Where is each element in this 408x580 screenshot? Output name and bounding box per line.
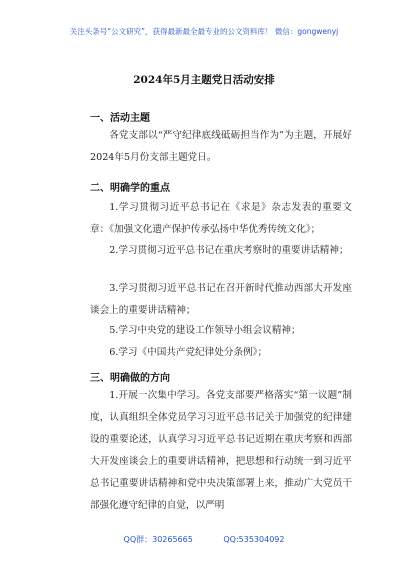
section-heading-theme: 一、活动主题 xyxy=(90,113,150,124)
document-title: 2024年5月主题党日活动安排 xyxy=(133,74,275,86)
list-item: 3.学习贯彻习近平总书记在召开新时代推动西部大开发座谈会上的重要讲话精神； xyxy=(90,283,352,316)
footer-qq: QQ:535304092 xyxy=(223,535,285,544)
section-text-direction: 1.开展一次集中学习。各党支部要严格落实“第一议题”制度，认真组织全体党员学习习近平总书记关于加强党的纪律建设的重要论述，认真学习习近平总书记近期在重庆考察和西部大开发座谈会上的重要讲话精神，把思想和行动统一到习近平总书记重要讲话精神和党中央决策部署上来，推动广大党员干部强化遵守纪律的自觉，以严明 xyxy=(90,390,352,511)
footer-contact xyxy=(0,534,408,545)
list-item: 2.学习贯彻习近平总书记在重庆考察时的重要讲话精神； xyxy=(109,245,349,256)
list-item: 6.学习《中国共产党纪律处分条例》； xyxy=(109,347,268,358)
list-item: 5.学习中央党的建设工作领导小组会议精神； xyxy=(109,325,301,336)
section-heading-direction: 三、明确做的方向 xyxy=(90,373,170,384)
header-banner: 关注头条号“公文研究”，获得最新最全最专业的公文资料库！ 微信：gongwenyj xyxy=(69,27,339,36)
footer-qq-group: QQ群：30265665 xyxy=(123,535,193,544)
section-text-theme: 各党支部以“严守纪律底线砥砺担当作为”为主题，开展好2024年5月份支部主题党日。 xyxy=(90,130,352,163)
section-heading-study: 二、明确学的重点 xyxy=(90,183,170,194)
list-item: 1.学习贯彻习近平总书记在《求是》杂志发表的重要文章：《加强文化遗产保护传承弘扬中华优秀传统文化》； xyxy=(90,202,352,235)
